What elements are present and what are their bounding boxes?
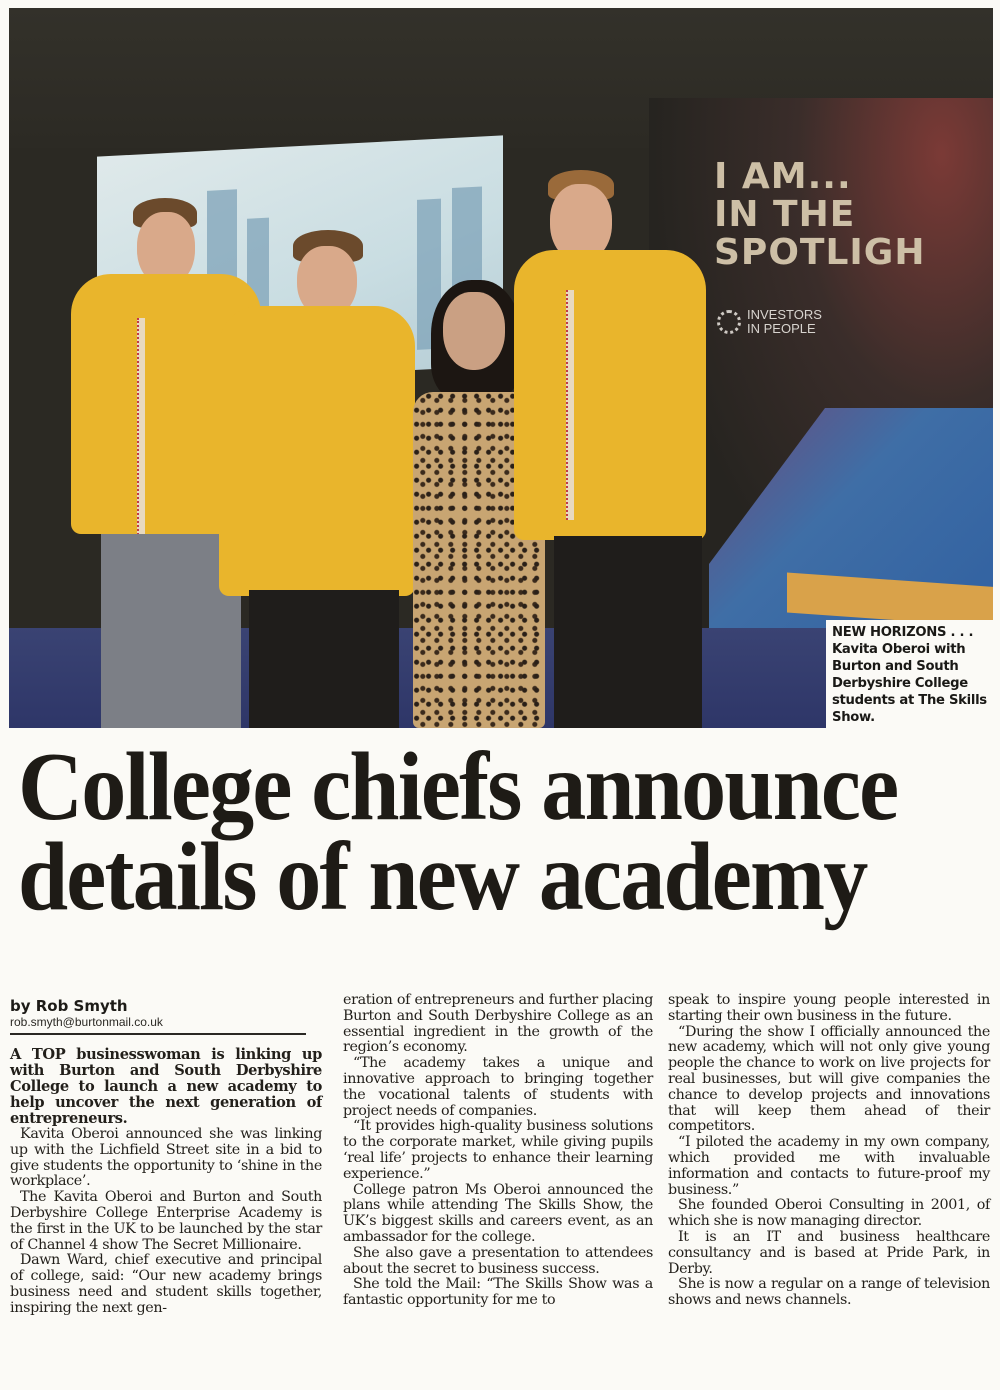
paragraph: She told the Mail: “The Skills Show was a fantastic opportunity for me to bbox=[343, 1276, 653, 1309]
headline-line-2: details of new academy bbox=[18, 823, 867, 931]
caption-text: Kavita Oberoi with Burton and South Derbyshire College students at The Skills Show. bbox=[832, 642, 987, 725]
paragraph: She founded Oberoi Consulting in 2001, of which she is now managing director. bbox=[668, 1197, 990, 1230]
paragraph: “The academy takes a unique and innovative approach to bringing together the vocational talents of students with project needs of companies. bbox=[343, 1055, 653, 1119]
headline-line-1: College chiefs announce bbox=[18, 733, 898, 841]
spotlight-sign bbox=[714, 158, 993, 272]
caption-lead: NEW HORIZONS . . . bbox=[832, 625, 974, 640]
paragraph: She also gave a presentation to attendees about the secret to business success. bbox=[343, 1244, 653, 1277]
student-3 bbox=[514, 170, 714, 728]
paragraph: speak to inspire young people interested in starting their own business in the future. bbox=[668, 992, 990, 1024]
author-email[interactable]: rob.smyth@burtonmail.co.uk bbox=[10, 1015, 163, 1029]
paragraph: She is now a regular on a range of television shows and news channels. bbox=[668, 1276, 990, 1309]
paragraph: College patron Ms Oberoi announced the plans while attending The Skills Show, the UK’s biggest skills and careers event, as an ambassador for the college. bbox=[343, 1181, 653, 1245]
photo-caption bbox=[826, 620, 996, 728]
article-column-1 bbox=[10, 1047, 322, 1317]
author-name: by Rob Smyth bbox=[10, 997, 128, 1015]
paragraph: Dawn Ward, chief executive and principal of college, said: “Our new academy brings business need and student skills together, inspiring the next gen- bbox=[10, 1252, 322, 1316]
lead-paragraph: A TOP businesswoman is linking up with Burton and South Derbyshire College to launch a new academy to help uncover the next generation of entrepreneurs. bbox=[10, 1046, 322, 1127]
headline bbox=[18, 733, 915, 931]
paragraph: The Kavita Oberoi and Burton and South Derbyshire College Enterprise Academy is the first in the UK to be launched by the star of Channel 4 show The Secret Millionaire. bbox=[10, 1189, 322, 1253]
logo-line-2: IN PEOPLE bbox=[747, 321, 816, 336]
byline-rule bbox=[10, 1033, 306, 1035]
sign-line-2: IN THE bbox=[714, 194, 856, 235]
paragraph: It is an IT and business healthcare consultancy and is based at Pride Park, in Derby. bbox=[668, 1228, 990, 1277]
paragraph: “I piloted the academy in my own company, which provided me with invaluable information and contacts to future-proof my business.” bbox=[668, 1134, 990, 1198]
investors-in-people-logo bbox=[717, 308, 822, 336]
paragraph: Kavita Oberoi announced she was linking up with the Lichfield Street site in a bid to give students the opportunity to ‘shine in the workplace’. bbox=[10, 1126, 322, 1190]
article-column-3 bbox=[668, 993, 990, 1309]
article-column-2 bbox=[343, 993, 653, 1309]
paragraph: eration of entrepreneurs and further placing Burton and South Derbyshire College as an essential ingredient in the growth of the region’s economy. bbox=[343, 992, 653, 1056]
paragraph: “It provides high-quality business solutions to the corporate market, while giving pupils ‘real life’ projects to enhance their learning experience.” bbox=[343, 1118, 653, 1182]
student-2 bbox=[219, 230, 419, 728]
sign-line-3: SPOTLIGH bbox=[714, 232, 926, 273]
laurel-icon bbox=[717, 310, 741, 334]
sign-line-1: I AM... bbox=[714, 156, 852, 197]
paragraph: “During the show I officially announced the new academy, which will not only give young people the chance to work on live projects for real businesses, but will give companies the chance to develop projects and innovations that will keep them ahead of their competitors. bbox=[668, 1023, 990, 1135]
byline bbox=[10, 998, 306, 1035]
logo-line-1: INVESTORS bbox=[747, 307, 822, 322]
